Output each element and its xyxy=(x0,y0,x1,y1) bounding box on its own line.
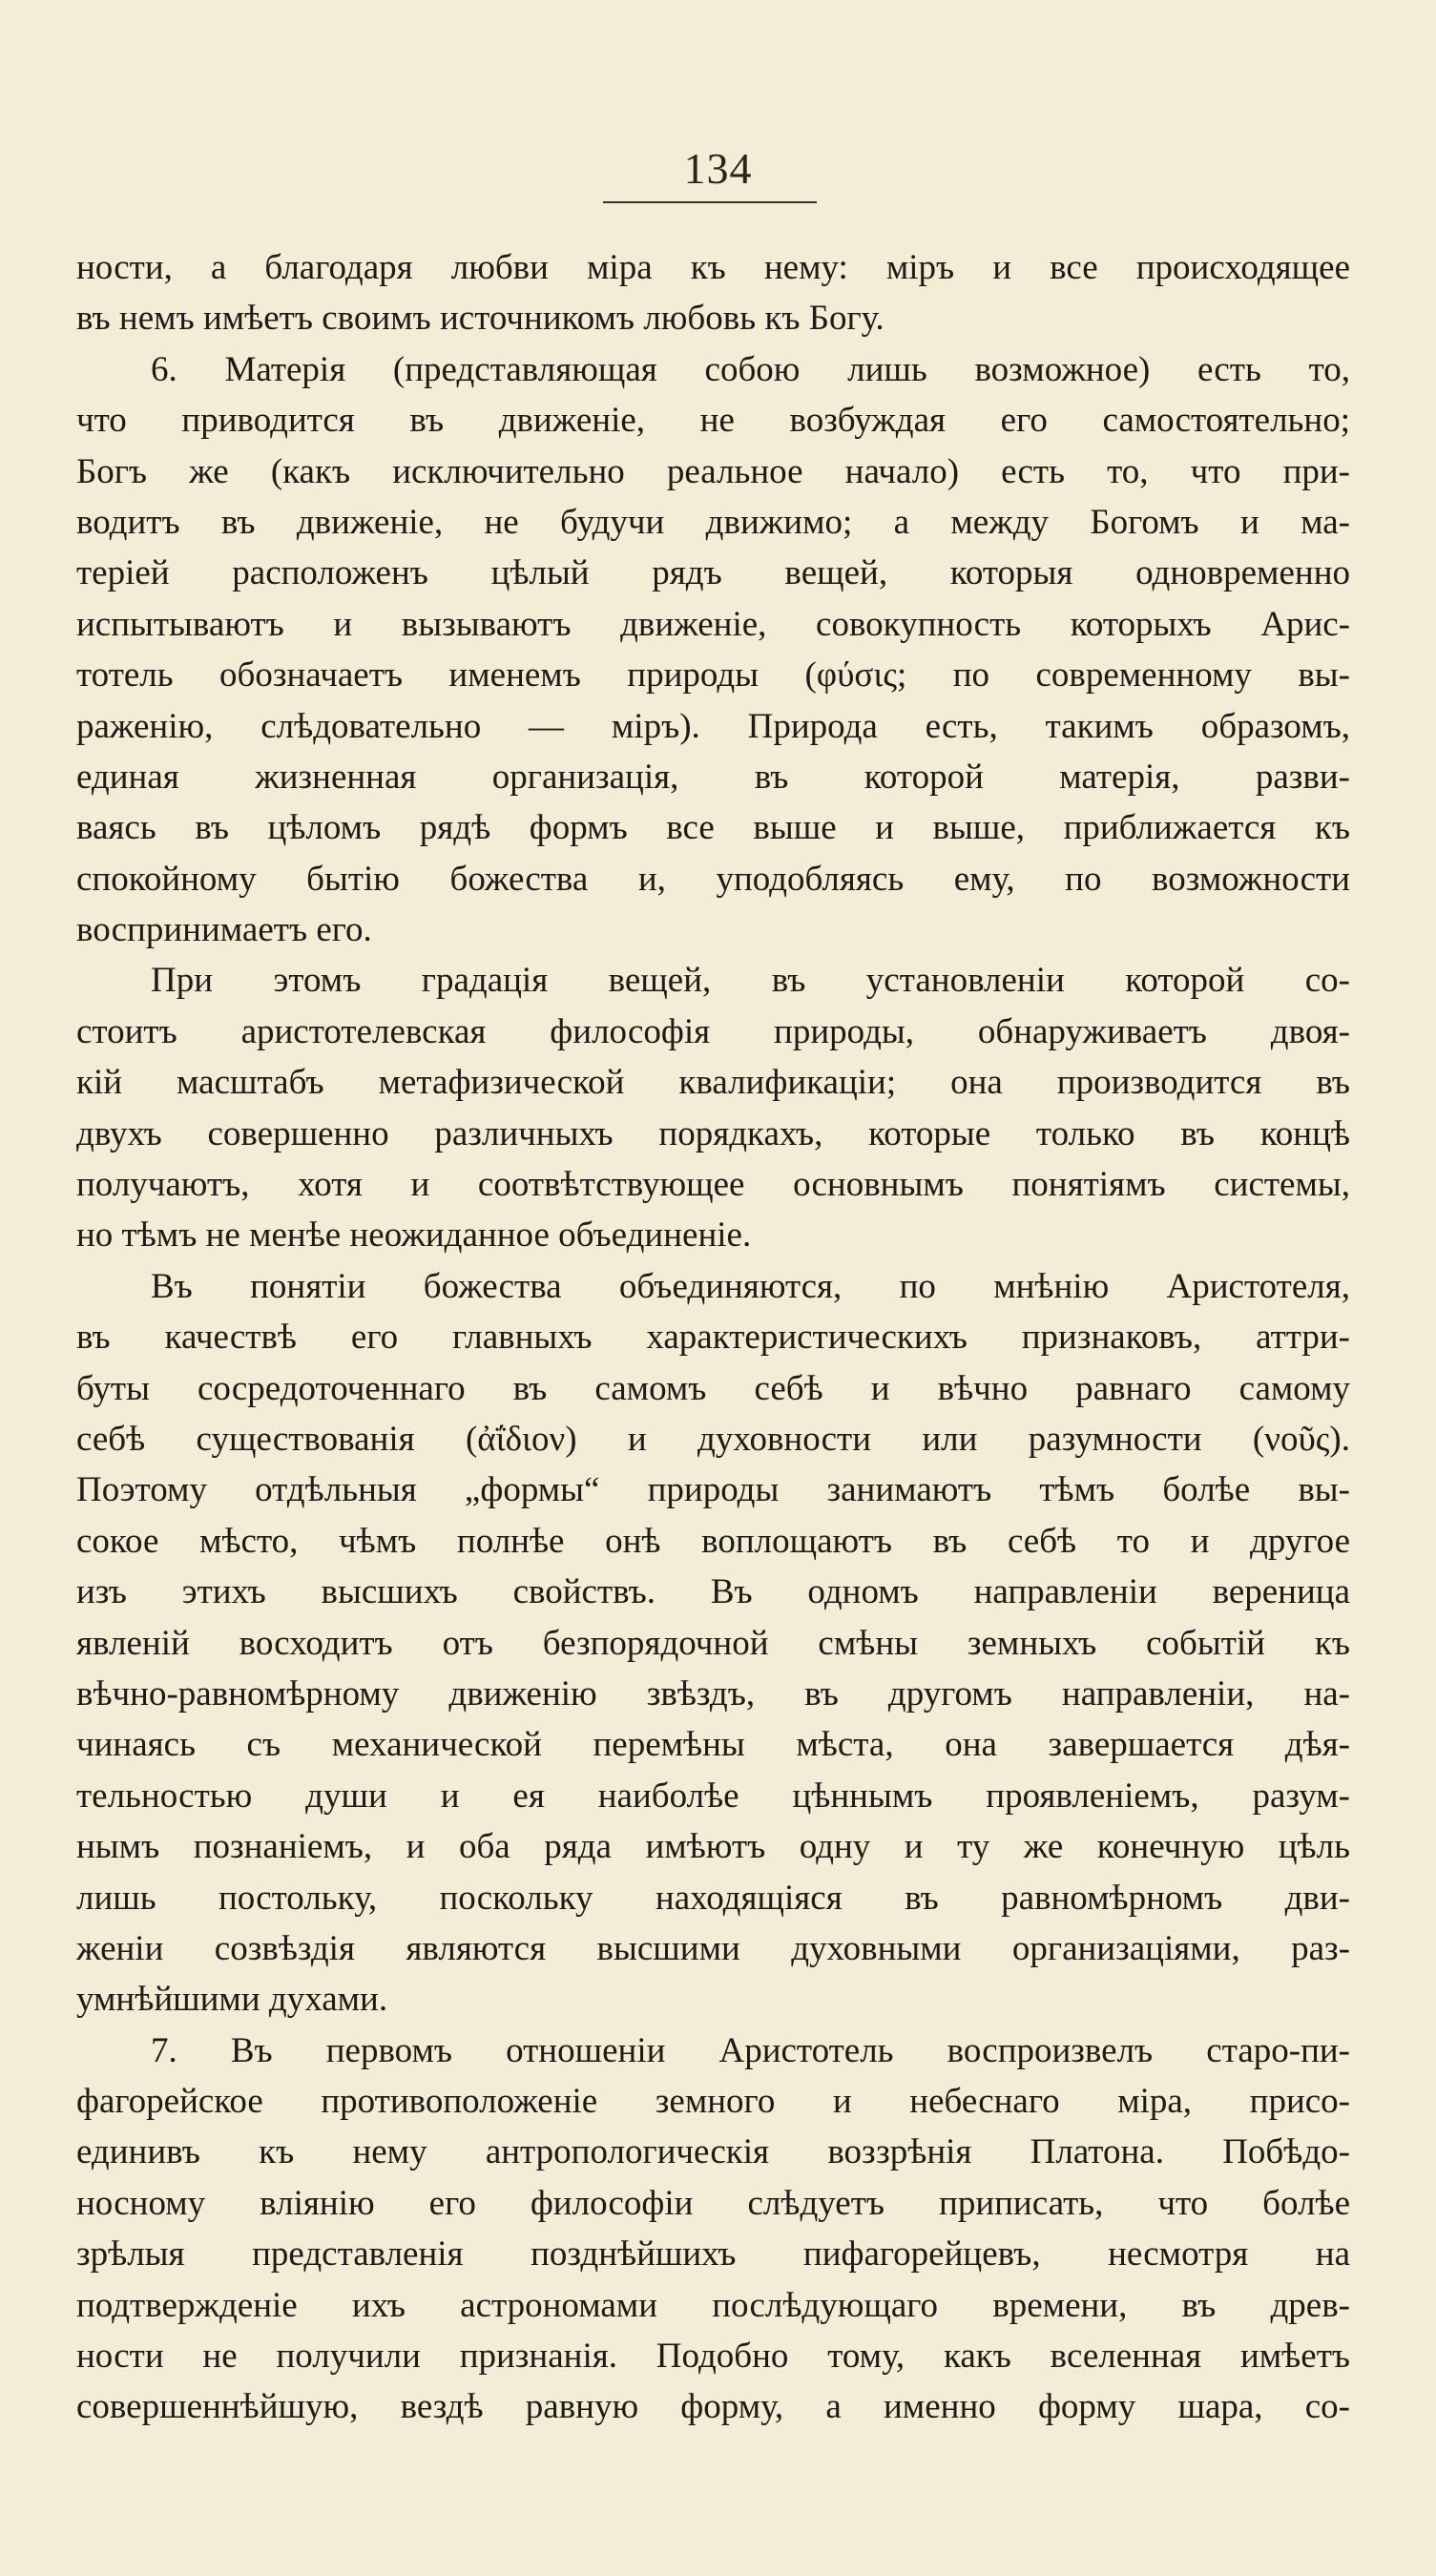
text-line: вѣчно-равномѣрному движенію звѣздъ, въ другомъ направленіи, на- xyxy=(76,1673,1350,1714)
text-line: тельностью души и ея наиболѣе цѣннымъ проявленіемъ, разум- xyxy=(76,1776,1350,1816)
text-line: себѣ существованія (ἀΐδιον) и духовности или разумности (νοῦς). xyxy=(76,1419,1350,1459)
text-line: двухъ совершенно различныхъ порядкахъ, которые только въ концѣ xyxy=(76,1113,1350,1153)
text-line: подтвержденіе ихъ астрономами послѣдующаго времени, въ древ- xyxy=(76,2285,1350,2325)
text-line: изъ этихъ высшихъ свойствъ. Въ одномъ направленіи вереница xyxy=(76,1572,1350,1612)
text-line: 6. Матерія (представляющая собою лишь возможное) есть то, xyxy=(151,349,1350,389)
text-line: буты сосредоточеннаго въ самомъ себѣ и вѣчно равнаго самому xyxy=(76,1368,1350,1408)
text-line: умнѣйшими духами. xyxy=(76,1980,388,2020)
text-line: водитъ въ движеніе, не будучи движимо; а между Богомъ и ма- xyxy=(76,502,1350,542)
text-line: сокое мѣсто, чѣмъ полнѣе онѣ воплощаютъ въ себѣ то и другое xyxy=(76,1521,1350,1561)
text-line: чинаясь съ механической перемѣны мѣста, она завершается дѣя- xyxy=(76,1725,1350,1765)
text-line: испытываютъ и вызываютъ движеніе, совокупность которыхъ Арис- xyxy=(76,604,1350,644)
page-number: 134 xyxy=(683,144,753,193)
text-line: явленій восходитъ отъ безпорядочной смѣны земныхъ событій къ xyxy=(76,1623,1350,1663)
text-line: совершеннѣйшую, вездѣ равную форму, а именно форму шара, со- xyxy=(76,2387,1350,2427)
text-line: При этомъ градація вещей, въ установленіи которой со- xyxy=(151,961,1350,1001)
text-line: лишь постольку, поскольку находящіяся въ равномѣрномъ дви- xyxy=(76,1878,1350,1918)
text-line: нымъ познаніемъ, и оба ряда имѣютъ одну и ту же конечную цѣль xyxy=(76,1827,1350,1867)
text-line: спокойному бытію божества и, уподобляясь ему, по возможности xyxy=(76,859,1350,899)
body-text xyxy=(76,242,1350,2433)
text-line: но тѣмъ не менѣе неожиданное объединеніе. xyxy=(76,1215,752,1256)
text-line: ваясь въ цѣломъ рядѣ формъ все выше и выше, приближается къ xyxy=(76,808,1350,848)
page-number-rule xyxy=(603,201,817,203)
text-line: воспринимаетъ его. xyxy=(76,910,372,950)
text-line: единивъ къ нему антропологическія воззрѣнія Платона. Побѣдо- xyxy=(76,2132,1350,2172)
text-line: фагорейское противоположеніе земного и небеснаго міра, присо- xyxy=(76,2082,1350,2122)
text-line: стоитъ аристотелевская философія природы, обнаруживаетъ двоя- xyxy=(76,1011,1350,1051)
text-line: кій масштабъ метафизической квалификаціи; она производится въ xyxy=(76,1063,1350,1103)
text-line: Богъ же (какъ исключительно реальное начало) есть то, что при- xyxy=(76,451,1350,491)
text-line: раженію, слѣдовательно — міръ). Природа есть, такимъ образомъ, xyxy=(76,706,1350,746)
text-line: 7. Въ первомъ отношеніи Аристотель воспроизвелъ старо-пи- xyxy=(151,2030,1350,2070)
text-line: тотель обозначаетъ именемъ природы (φύσις; по современному вы- xyxy=(76,655,1350,696)
text-line: женіи созвѣздія являются высшими духовными организаціями, раз- xyxy=(76,1928,1350,1968)
text-line: въ качествѣ его главныхъ характеристическихъ признаковъ, аттри- xyxy=(76,1318,1350,1358)
text-line: зрѣлыя представленія позднѣйшихъ пифагорейцевъ, несмотря на xyxy=(76,2234,1350,2275)
text-line: теріей расположенъ цѣлый рядъ вещей, которыя одновременно xyxy=(76,553,1350,593)
text-line: единая жизненная организація, въ которой матерія, разви- xyxy=(76,757,1350,797)
text-line: Въ понятіи божества объединяются, по мнѣнію Аристотеля, xyxy=(151,1266,1350,1306)
text-line: носному вліянію его философіи слѣдуетъ приписать, что болѣе xyxy=(76,2183,1350,2223)
text-line: что приводится въ движеніе, не возбуждая его самостоятельно; xyxy=(76,401,1350,441)
text-line: ности не получили признанія. Подобно тому, какъ вселенная имѣетъ xyxy=(76,2337,1350,2377)
text-line: Поэтому отдѣльныя „формы“ природы занимаютъ тѣмъ болѣе вы- xyxy=(76,1470,1350,1510)
text-line: получаютъ, хотя и соотвѣтствующее основнымъ понятіямъ системы, xyxy=(76,1165,1350,1205)
text-line: ности, а благодаря любви міра къ нему: міръ и все происходящее xyxy=(76,248,1350,287)
text-line: въ немъ имѣетъ своимъ источникомъ любовь къ Богу. xyxy=(76,299,884,339)
